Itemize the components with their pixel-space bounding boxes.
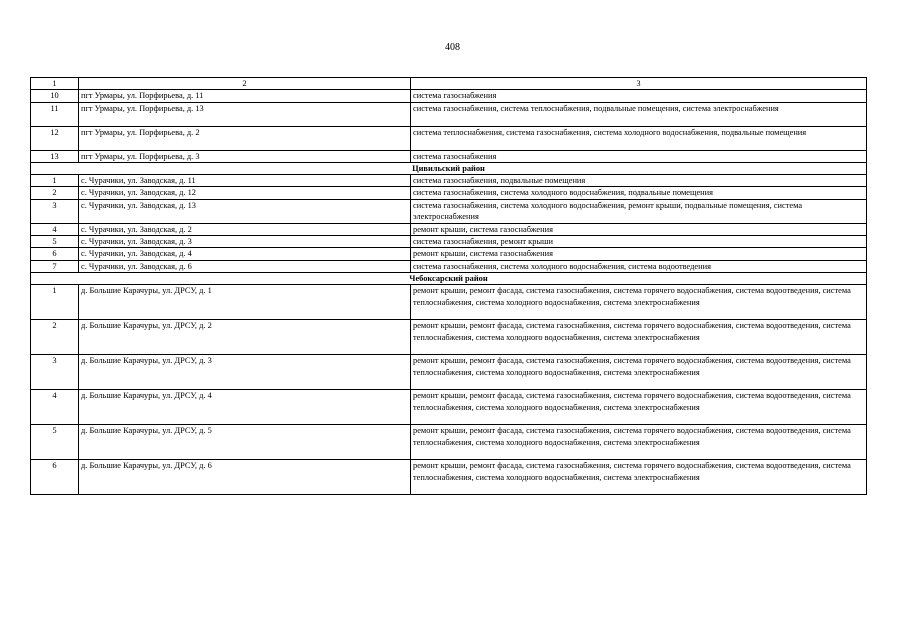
row-number: 5 — [31, 425, 79, 460]
row-number: 5 — [31, 236, 79, 248]
header-col-2: 2 — [79, 78, 411, 90]
row-address: с. Чурачики, ул. Заводская, д. 2 — [79, 223, 411, 235]
row-works: система теплоснабжения, система газоснабжения, система холодного водоснабжения, подвальные помещения — [411, 126, 867, 150]
row-number: 6 — [31, 248, 79, 260]
row-number: 2 — [31, 320, 79, 355]
row-number: 1 — [31, 285, 79, 320]
table-row — [31, 260, 867, 272]
section-header-row — [31, 272, 867, 284]
row-address: с. Чурачики, ул. Заводская, д. 6 — [79, 260, 411, 272]
row-address: пгт Урмары, ул. Порфирьева, д. 2 — [79, 126, 411, 150]
row-number: 6 — [31, 460, 79, 495]
row-works: система газоснабжения, система теплоснабжения, подвальные помещения, система электроснабжения — [411, 102, 867, 126]
section-title: Цивильский район — [31, 162, 867, 174]
row-number: 13 — [31, 150, 79, 162]
header-col-1: 1 — [31, 78, 79, 90]
row-address: д. Большие Карачуры, ул. ДРСУ, д. 5 — [79, 425, 411, 460]
row-address: пгт Урмары, ул. Порфирьева, д. 3 — [79, 150, 411, 162]
table-row — [31, 90, 867, 102]
table-row — [31, 425, 867, 460]
table-row — [31, 175, 867, 187]
row-number: 11 — [31, 102, 79, 126]
table-row — [31, 248, 867, 260]
row-number: 12 — [31, 126, 79, 150]
row-address: с. Чурачики, ул. Заводская, д. 12 — [79, 187, 411, 199]
row-number: 10 — [31, 90, 79, 102]
section-header-row — [31, 162, 867, 174]
table-row — [31, 355, 867, 390]
row-address: д. Большие Карачуры, ул. ДРСУ, д. 3 — [79, 355, 411, 390]
table-row — [31, 320, 867, 355]
row-number: 2 — [31, 187, 79, 199]
row-works: система газоснабжения, система холодного водоснабжения, подвальные помещения — [411, 187, 867, 199]
row-number: 4 — [31, 390, 79, 425]
row-number: 4 — [31, 223, 79, 235]
page-number: 408 — [445, 42, 460, 53]
row-address: с. Чурачики, ул. Заводская, д. 11 — [79, 175, 411, 187]
row-address: д. Большие Карачуры, ул. ДРСУ, д. 4 — [79, 390, 411, 425]
row-works: ремонт крыши, ремонт фасада, система газоснабжения, система горячего водоснабжения, система водоотведения, система теплоснабжения, система холодного водоснабжения, система электроснабжения — [411, 320, 867, 355]
row-address: пгт Урмары, ул. Порфирьева, д. 11 — [79, 90, 411, 102]
table-row — [31, 223, 867, 235]
row-works: система газоснабжения, система холодного водоснабжения, система водоотведения — [411, 260, 867, 272]
row-address: пгт Урмары, ул. Порфирьева, д. 13 — [79, 102, 411, 126]
table-row — [31, 236, 867, 248]
table-row — [31, 187, 867, 199]
row-address: с. Чурачики, ул. Заводская, д. 3 — [79, 236, 411, 248]
row-works: система газоснабжения, система холодного водоснабжения, ремонт крыши, подвальные помещения, система электроснабжения — [411, 199, 867, 223]
row-address: с. Чурачики, ул. Заводская, д. 4 — [79, 248, 411, 260]
row-number: 1 — [31, 175, 79, 187]
section-title: Чебоксарский район — [31, 272, 867, 284]
table-row — [31, 390, 867, 425]
table-row — [31, 460, 867, 495]
header-col-3: 3 — [411, 78, 867, 90]
row-works: ремонт крыши, ремонт фасада, система газоснабжения, система горячего водоснабжения, система водоотведения, система теплоснабжения, система холодного водоснабжения, система электроснабжения — [411, 390, 867, 425]
row-works: ремонт крыши, ремонт фасада, система газоснабжения, система горячего водоснабжения, система водоотведения, система теплоснабжения, система холодного водоснабжения, система электроснабжения — [411, 425, 867, 460]
row-address: д. Большие Карачуры, ул. ДРСУ, д. 1 — [79, 285, 411, 320]
row-works: система газоснабжения — [411, 90, 867, 102]
row-works: ремонт крыши, ремонт фасада, система газоснабжения, система горячего водоснабжения, система водоотведения, система теплоснабжения, система холодного водоснабжения, система электроснабжения — [411, 285, 867, 320]
row-address: д. Большие Карачуры, ул. ДРСУ, д. 6 — [79, 460, 411, 495]
table-row — [31, 102, 867, 126]
row-works: система газоснабжения, подвальные помещения — [411, 175, 867, 187]
row-address: с. Чурачики, ул. Заводская, д. 13 — [79, 199, 411, 223]
table-row — [31, 150, 867, 162]
row-works: ремонт крыши, ремонт фасада, система газоснабжения, система горячего водоснабжения, система водоотведения, система теплоснабжения, система холодного водоснабжения, система электроснабжения — [411, 460, 867, 495]
row-address: д. Большие Карачуры, ул. ДРСУ, д. 2 — [79, 320, 411, 355]
row-works: система газоснабжения — [411, 150, 867, 162]
table-header-row — [31, 78, 867, 90]
table-row — [31, 199, 867, 223]
row-works: ремонт крыши, система газоснабжения — [411, 248, 867, 260]
row-number: 7 — [31, 260, 79, 272]
works-table — [30, 77, 867, 495]
table-row — [31, 285, 867, 320]
row-number: 3 — [31, 199, 79, 223]
table-row — [31, 126, 867, 150]
row-number: 3 — [31, 355, 79, 390]
row-works: ремонт крыши, ремонт фасада, система газоснабжения, система горячего водоснабжения, система водоотведения, система теплоснабжения, система холодного водоснабжения, система электроснабжения — [411, 355, 867, 390]
row-works: ремонт крыши, система газоснабжения — [411, 223, 867, 235]
row-works: система газоснабжения, ремонт крыши — [411, 236, 867, 248]
